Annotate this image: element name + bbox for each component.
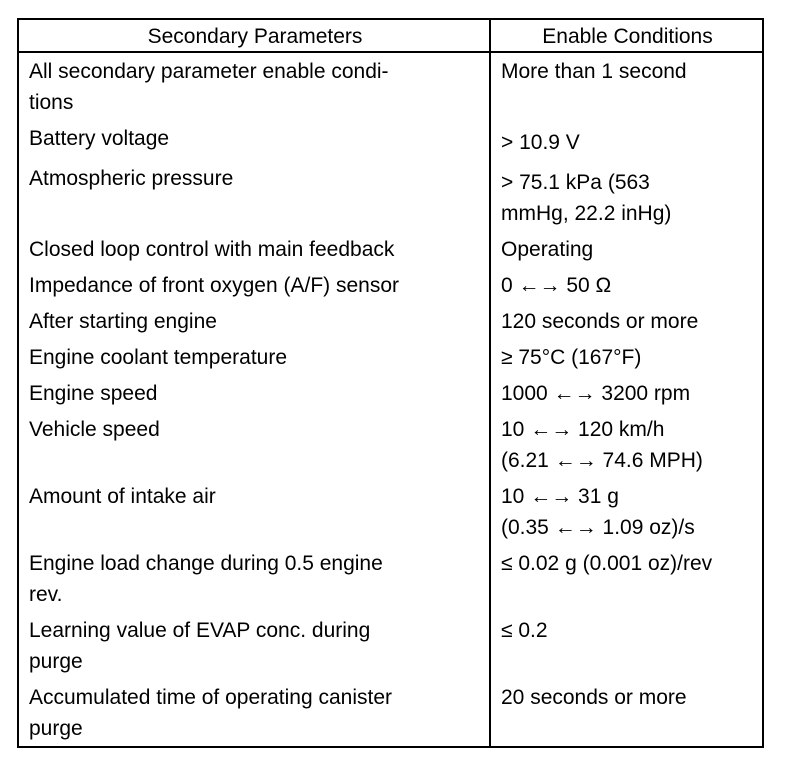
table-row [19, 612, 762, 679]
table-row [19, 411, 762, 478]
condition-cell: > 75.1 kPa (563 mmHg, 22.2 inHg) [501, 171, 672, 225]
table-row [19, 339, 762, 375]
table-header-row [19, 20, 762, 53]
parameter-cell: Accumulated time of operating canister purge [19, 679, 491, 746]
condition-cell: 20 seconds or more [501, 686, 687, 709]
condition-cell: More than 1 second [501, 60, 687, 83]
condition-cell: > 10.9 V [501, 131, 580, 154]
parameter-cell: Vehicle speed [19, 411, 491, 478]
table-row [19, 160, 762, 231]
condition-cell: ≤ 0.02 g (0.001 oz)/rev [501, 552, 713, 575]
header-secondary-parameters: Secondary Parameters [19, 20, 491, 53]
parameter-cell: Learning value of EVAP conc. during purge [19, 612, 491, 679]
condition-cell: 10 ←→ 31 g (0.35 ←→ 1.09 oz)/s [501, 485, 695, 539]
parameter-cell: Atmospheric pressure [19, 160, 491, 231]
table-row [19, 679, 762, 746]
table-row [19, 478, 762, 545]
parameter-cell: Engine coolant temperature [19, 339, 491, 375]
table-row [19, 53, 762, 120]
condition-cell: ≤ 0.2 [501, 619, 548, 642]
table-body [19, 53, 762, 746]
parameter-cell: Engine speed [19, 375, 491, 411]
parameter-cell: After starting engine [19, 303, 491, 339]
parameter-cell: Impedance of front oxygen (A/F) sensor [19, 267, 491, 303]
table-row [19, 545, 762, 612]
condition-cell: 0 ←→ 50 Ω [501, 274, 612, 297]
parameter-cell: All secondary parameter enable condi- tions [19, 53, 491, 120]
parameter-cell: Battery voltage [19, 120, 491, 160]
header-enable-conditions: Enable Conditions [491, 20, 762, 53]
parameter-cell: Engine load change during 0.5 engine rev. [19, 545, 491, 612]
table-row [19, 303, 762, 339]
enable-conditions-table [17, 18, 764, 748]
table-row [19, 375, 762, 411]
parameter-cell: Closed loop control with main feedback [19, 231, 491, 267]
condition-cell: 1000 ←→ 3200 rpm [501, 382, 691, 405]
table-row [19, 267, 762, 303]
table-row [19, 120, 762, 160]
parameter-cell: Amount of intake air [19, 478, 491, 545]
condition-cell: Operating [501, 238, 594, 261]
table-row [19, 231, 762, 267]
condition-cell: 10 ←→ 120 km/h (6.21 ←→ 74.6 MPH) [501, 418, 703, 472]
condition-cell: 120 seconds or more [501, 310, 699, 333]
condition-cell: ≥ 75°C (167°F) [501, 346, 642, 369]
